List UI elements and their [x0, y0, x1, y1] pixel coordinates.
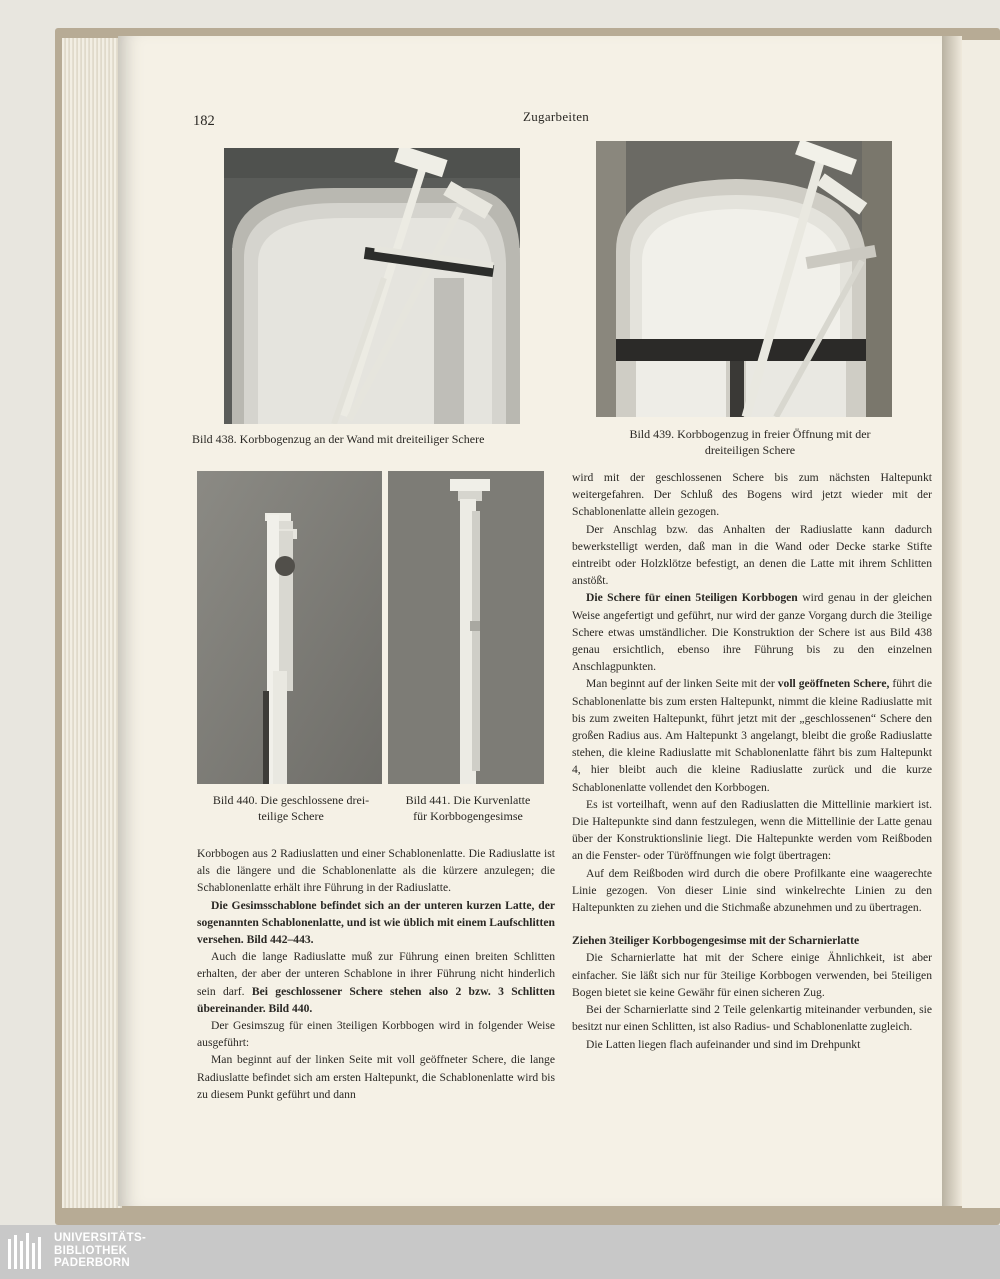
figure-439-photo	[596, 141, 892, 417]
figure-438-caption: Bild 438. Korbbogenzug an der Wand mit dreiteiliger Schere	[192, 432, 485, 446]
library-name-line3: PADERBORN	[54, 1257, 130, 1269]
figure-441-photo	[388, 471, 544, 784]
figure-441-caption-line2: für Korbbogengesimse	[413, 808, 523, 823]
left-paragraph-4: Der Gesimszug für einen 3teiligen Korbbogen wird in folgender Weise ausgeführt:	[197, 1019, 555, 1050]
figure-441-caption	[388, 793, 548, 824]
right-paragraph-5: Es ist vorteilhaft, wenn auf den Radiuslatten die Mittellinie markiert ist. Die Haltepunkte sind dann festzulegen, wenn die Mittellinie der Latte genau über der Konstruktionslinie liegt. Die Haltepunkte werden vom Reißboden an die Fenster- oder Türöffnungen wie folgt übertragen:	[572, 797, 932, 863]
right-paragraph-4	[572, 675, 932, 795]
right-paragraph-7: Die Scharnierlatte hat mit der Schere einige Ähnlichkeit, ist aber einfacher. Sie läßt sich nur für 3teilige Korbbogen verwenden, bei 5teiligen Bogen bietet sie keine Gewähr für einen sicheren Zug.	[572, 951, 932, 999]
right-paragraph-4-text-a: Man beginnt auf der linken Seite mit der	[586, 677, 775, 691]
figure-439-caption-line1: Bild 439. Korbbogenzug in freier Öffnung mit der	[629, 427, 871, 441]
page-edges	[62, 38, 122, 1208]
left-column-text	[197, 845, 555, 1103]
right-paragraph-3-bold: Die Schere für einen 5teiligen Korbbogen	[586, 591, 798, 605]
library-name-line1: UNIVERSITÄTS-	[54, 1232, 147, 1244]
right-paragraph-1: wird mit der geschlossenen Schere bis zum nächsten Haltepunkt weitergefahren. Der Schluß des Bogens wird jetzt wieder mit der Schablonenlatte allein gezogen.	[572, 471, 932, 519]
figure-440-caption	[196, 793, 386, 824]
gutter	[942, 36, 962, 1206]
left-paragraph-3	[197, 948, 555, 1017]
figure-439-caption	[592, 426, 908, 458]
left-paragraph-3-text: Auch die lange Radiuslatte muß zur Führung einen breiten Schlitten erhalten, der aber der unteren Schablone in ihrer Führung nicht hinderlich sein darf.	[197, 950, 555, 998]
library-footer	[0, 1225, 1000, 1279]
figure-440-photo	[197, 471, 382, 784]
section-heading: Ziehen 3teiliger Korbbogengesimse mit der Scharnierlatte	[572, 934, 860, 948]
right-paragraph-8: Bei der Scharnierlatte sind 2 Teile gelenkartig miteinander verbunden, sie besitzt nur einen Schlitten, ist also Radius- und Schablonenlatte zugleich.	[572, 1003, 932, 1034]
figure-440-caption-line1: Bild 440. Die geschlossene drei-	[212, 793, 370, 807]
library-logo-icon	[6, 1231, 48, 1273]
library-name-line2: BIBLIOTHEK	[54, 1244, 128, 1257]
left-paragraph-2: Die Gesimsschablone befindet sich an der unteren kurzen Latte, der sogenannten Schablonenlatte, und ist wie üblich mit einem Laufschlitten versehen. Bild 442–443.	[197, 898, 555, 947]
right-column-text	[572, 469, 932, 1053]
left-paragraph-3-bold: Bei geschlossener Schere stehen also 2 bzw. 3 Schlitten übereinander. Bild 440.	[197, 984, 556, 1015]
figure-438-photo	[224, 148, 520, 424]
right-paragraph-3-text: wird genau in der gleichen Weise angefertigt und geführt, nur wird der ganze Vorgang durch die 3teilige Schere etwas umständlicher. Die Konstruktion der Schere ist aus Bild 438 genau ersichtlich, ebenso ihre Führung bis zu den einzelnen Anschlagpunkten.	[572, 591, 933, 674]
right-paragraph-4-text-b: führt die Schablonenlatte bis zum ersten Haltepunkt, nimmt die kleine Radiuslatte mit bis zum zweiten Haltepunkt, führt jetzt mit der „geschlossenen“ Schere den großen Radius aus. Am Haltepunkt 3 angelangt, bleibt die große Radiuslatte stehen, die kleine Radiuslatte mit Schablonenlatte fährt bis zum Haltepunkt 4, hier bleibt auch die kleine Radiuslatte zurück und die kurze Schablonenlatte vollendet den Korbbogen.	[572, 677, 933, 794]
figure-441-caption-line1: Bild 441. Die Kurvenlatte	[405, 793, 531, 807]
right-paragraph-6: Auf dem Reißboden wird durch die obere Profilkante eine waagerechte Linie gezogen. Von dieser Linie sind winkelrechte Linien zu den Haltepunkten zu ziehen und die Stichmaße abzunehmen und zu übertragen.	[572, 866, 932, 915]
right-paragraph-4-bold: voll geöffneten Schere,	[777, 677, 890, 691]
left-paragraph-5: Man beginnt auf der linken Seite mit voll geöffneter Schere, die lange Radiuslatte befindet sich am ersten Haltepunkt, die Schablonenlatte wird bis zu diesem Punkt geführt und dann	[197, 1053, 555, 1101]
running-title: Zugarbeiten	[523, 109, 590, 124]
left-paragraph-1: Korbbogen aus 2 Radiuslatten und einer Schablonenlatte. Die Radiuslatte ist als die längere und die Schablonenlatte als die kürzere anzulegen; die Schablonenlatte erhält ihre Führung in der Radiuslatte.	[197, 847, 555, 895]
right-paragraph-9: Die Latten liegen flach aufeinander und sind im Drehpunkt	[586, 1037, 861, 1051]
right-paragraph-2: Der Anschlag bzw. das Anhalten der Radiuslatte kann dadurch bewerkstelligt werden, daß man in die Wand oder Decke starke Stifte eintreibt oder Holzklötze befestigt, an denen die Latte mit ihrem Schlitten anstößt.	[572, 522, 932, 588]
figure-439-caption-line2: dreiteiligen Schere	[704, 443, 796, 457]
right-paragraph-3	[572, 589, 932, 675]
facing-page	[962, 40, 1000, 1208]
page-number: 182	[193, 113, 215, 129]
figure-440-caption-line2: teilige Schere	[258, 808, 324, 823]
library-name	[54, 1232, 146, 1270]
